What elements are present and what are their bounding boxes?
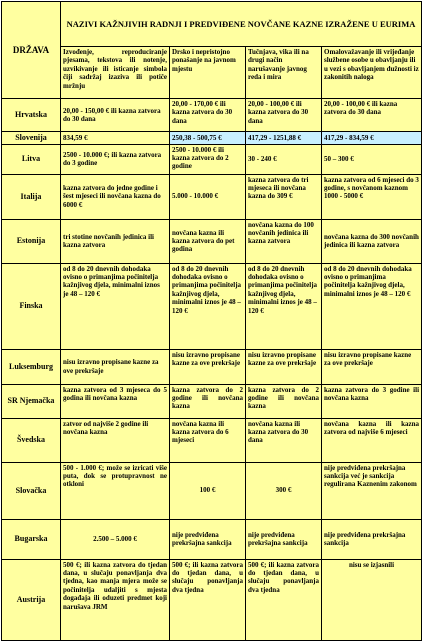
country-cell: Švedska xyxy=(2,418,61,462)
table-row xyxy=(2,559,422,640)
table-cell: nije predviđena prekršajna sankcija xyxy=(322,519,422,559)
table-cell: kazna zatvora do 3 godine ili novčana kazna xyxy=(322,384,422,418)
table-cell: 417,29 - 1251,88 € xyxy=(246,132,322,145)
table-cell: od 8 do 20 dnevnih dohodaka ovisno o primanjima počinitelja kažnjivog djela, minimalni iznos je 48 – 120 € xyxy=(61,263,170,349)
table-cell: 250,38 - 500,75 € xyxy=(170,132,246,145)
title-row xyxy=(2,2,422,47)
table-cell: kazna zatvora do jedne godine i šest mjeseci ili novčana kazna do 6000 € xyxy=(61,174,170,219)
document-page xyxy=(1,1,421,641)
table-row xyxy=(2,219,422,263)
table-cell: 20,00 - 100,00 € ili kazna zatvora do 30 dana xyxy=(322,99,422,132)
table-cell: 2500 - 10.000 €; ili kazna zatvora do 3 godine xyxy=(61,144,170,174)
country-cell: Litva xyxy=(2,144,61,174)
table-cell: 20,00 - 170,00 € ili kazna zatvora do 30 dana xyxy=(170,99,246,132)
table-cell: 5.000 - 10.000 € xyxy=(170,174,246,219)
table-row xyxy=(2,418,422,462)
table-cell: kazna zatvora do 2 godine ili novčana kazna xyxy=(170,384,246,418)
table-cell: 20,00 - 150,00 € ili kazna zatvora do 30 dana xyxy=(61,99,170,132)
country-cell: SR Njemačka xyxy=(2,384,61,418)
table-cell: 417,29 - 834,59 € xyxy=(322,132,422,145)
country-cell: Hrvatska xyxy=(2,99,61,132)
table-cell: nisu izravno propisane kazne za ove prekršaje xyxy=(246,349,322,384)
table-cell: od 8 do 20 dnevnih dohodaka ovisno o primanjima počinitelja kažnjivog djela, minimalni iznos je 48 – 120 € xyxy=(170,263,246,349)
table-cell: novčana kazna do 300 novčanih jedinica ili kazna zatvora xyxy=(322,219,422,263)
table-cell: 500 €; ili kazna zatvora do tjedan dana, u slučaju ponavljanja dva tjedna xyxy=(246,559,322,640)
table-row xyxy=(2,144,422,174)
penalties-table xyxy=(1,1,422,641)
country-cell: Slovačka xyxy=(2,462,61,519)
table-cell: 50 – 300 € xyxy=(322,144,422,174)
table-cell: 834,59 € xyxy=(61,132,170,145)
table-cell: nije predviđena prekršajna sankcija xyxy=(246,519,322,559)
table-row xyxy=(2,174,422,219)
table-cell: 20,00 - 100,00 € ili kazna zatvora do 30 dana xyxy=(246,99,322,132)
column-header: Omalovažavanje ili vrijeđanje službene osobe u obavljanju ili u vezi s obavljanjem dužnosti iz zakonitih naloga xyxy=(322,47,422,99)
column-header: Izvođenje, reproduciranje pjesama, tekstova ili notenje, uzvikivanje ili isticanje simbola čiji sadržaj izaziva ili potiče mržnju xyxy=(61,47,170,99)
country-cell: Luksemburg xyxy=(2,349,61,384)
state-header: DRŽAVA xyxy=(2,2,61,99)
table-cell: 30 - 240 € xyxy=(246,144,322,174)
table-cell: kazna zatvora od 3 mjeseca do 5 godina ili novčana kazna xyxy=(61,384,170,418)
table-row xyxy=(2,99,422,132)
table-cell: 300 € xyxy=(246,462,322,519)
table-cell: nisu izravno propisane kazne za ove prekršaje xyxy=(322,349,422,384)
table-row xyxy=(2,462,422,519)
country-cell: Slovenija xyxy=(2,132,61,145)
table-cell: 500 €; ili kazna zatvora do tjedan dana, u slučaju ponavljanja dva tjedna, kao manja mjera može se počinitelja udaljiti s mjesta događaja ili oduzeti predmet koji narušava JRM xyxy=(61,559,170,640)
table-cell: novčana kazna ili kazna zatvora od najviše 6 mjeseci xyxy=(322,418,422,462)
table-cell: tri stotine novčanih jedinica ili kazna zatvora xyxy=(61,219,170,263)
country-cell: Estonija xyxy=(2,219,61,263)
country-cell: Austrija xyxy=(2,559,61,640)
table-title: NAZIVI KAŽNJIVIH RADNJI I PREDVIĐENE NOVČANE KAZNE IZRAŽENE U EURIMA xyxy=(61,2,422,47)
country-cell: Finska xyxy=(2,263,61,349)
column-header: Tučnjava, vika ili na drugi način narušavanje javnog reda i mira xyxy=(246,47,322,99)
table-cell: kazna zatvora od 6 mjeseci do 3 godine, s novčanom kaznom 1000 - 5000 € xyxy=(322,174,422,219)
table-row xyxy=(2,132,422,145)
table-cell: nije predviđena prekršajna sankcija xyxy=(170,519,246,559)
table-cell: novčana kazna ili kazna zatvora do 6 mjeseci xyxy=(170,418,246,462)
table-cell: nisu izravno propisane kazne za ove prekršaje xyxy=(61,349,170,384)
table-cell: od 8 do 20 dnevnih dohodaka ovisno o primanjima počinitelja kažnjivog djela, minimalni iznos je 48 – 120 € xyxy=(246,263,322,349)
table-row xyxy=(2,263,422,349)
table-cell: kazna zatvora do 2 godine ili novčana kazna xyxy=(246,384,322,418)
table-cell: nije predviđena prekršajna sankcija već je sankcija regulirana Kaznenim zakonom xyxy=(322,462,422,519)
table-cell: 100 € xyxy=(170,462,246,519)
column-header: Drsko i nepristojno ponašanje na javnom mjestu xyxy=(170,47,246,99)
table-cell: nisu izravno propisane kazne za ove prekršaje xyxy=(170,349,246,384)
table-row xyxy=(2,349,422,384)
table-cell: zatvor od najviše 2 godine ili novčana kazna xyxy=(61,418,170,462)
table-cell: 500 €; ili kazna zatvora do tjedan dana, u slučaju ponavljanja dva tjedna xyxy=(170,559,246,640)
table-cell: novčana kazna do 100 novčanih jedinica ili kazna zatvora xyxy=(246,219,322,263)
column-header-row xyxy=(2,47,422,99)
table-cell: od 8 do 20 dnevnih dohodaka ovisno o primanjima počinitelja kažnjivog djela, minimalni iznos je 48 – 120 € xyxy=(322,263,422,349)
country-cell: Italija xyxy=(2,174,61,219)
table-row xyxy=(2,519,422,559)
table-cell: nisu se izjasnili xyxy=(322,559,422,640)
table-row xyxy=(2,384,422,418)
table-cell: 2500 - 10.000 € ili kazna zatvora do 2 godine xyxy=(170,144,246,174)
table-cell: 2.500 – 5.000 € xyxy=(61,519,170,559)
table-cell: kazna zatvora do tri mjeseca ili novčana kazna do 309 € xyxy=(246,174,322,219)
table-cell: novčana kazna ili kazna zatvora do pet godina xyxy=(170,219,246,263)
table-cell: 500 - 1.000 €; može se izricati više puta, dok se protupravnost ne otkloni xyxy=(61,462,170,519)
table-cell: novčana kazna ili kazna zatvora do 30 dana xyxy=(246,418,322,462)
country-cell: Bugarska xyxy=(2,519,61,559)
